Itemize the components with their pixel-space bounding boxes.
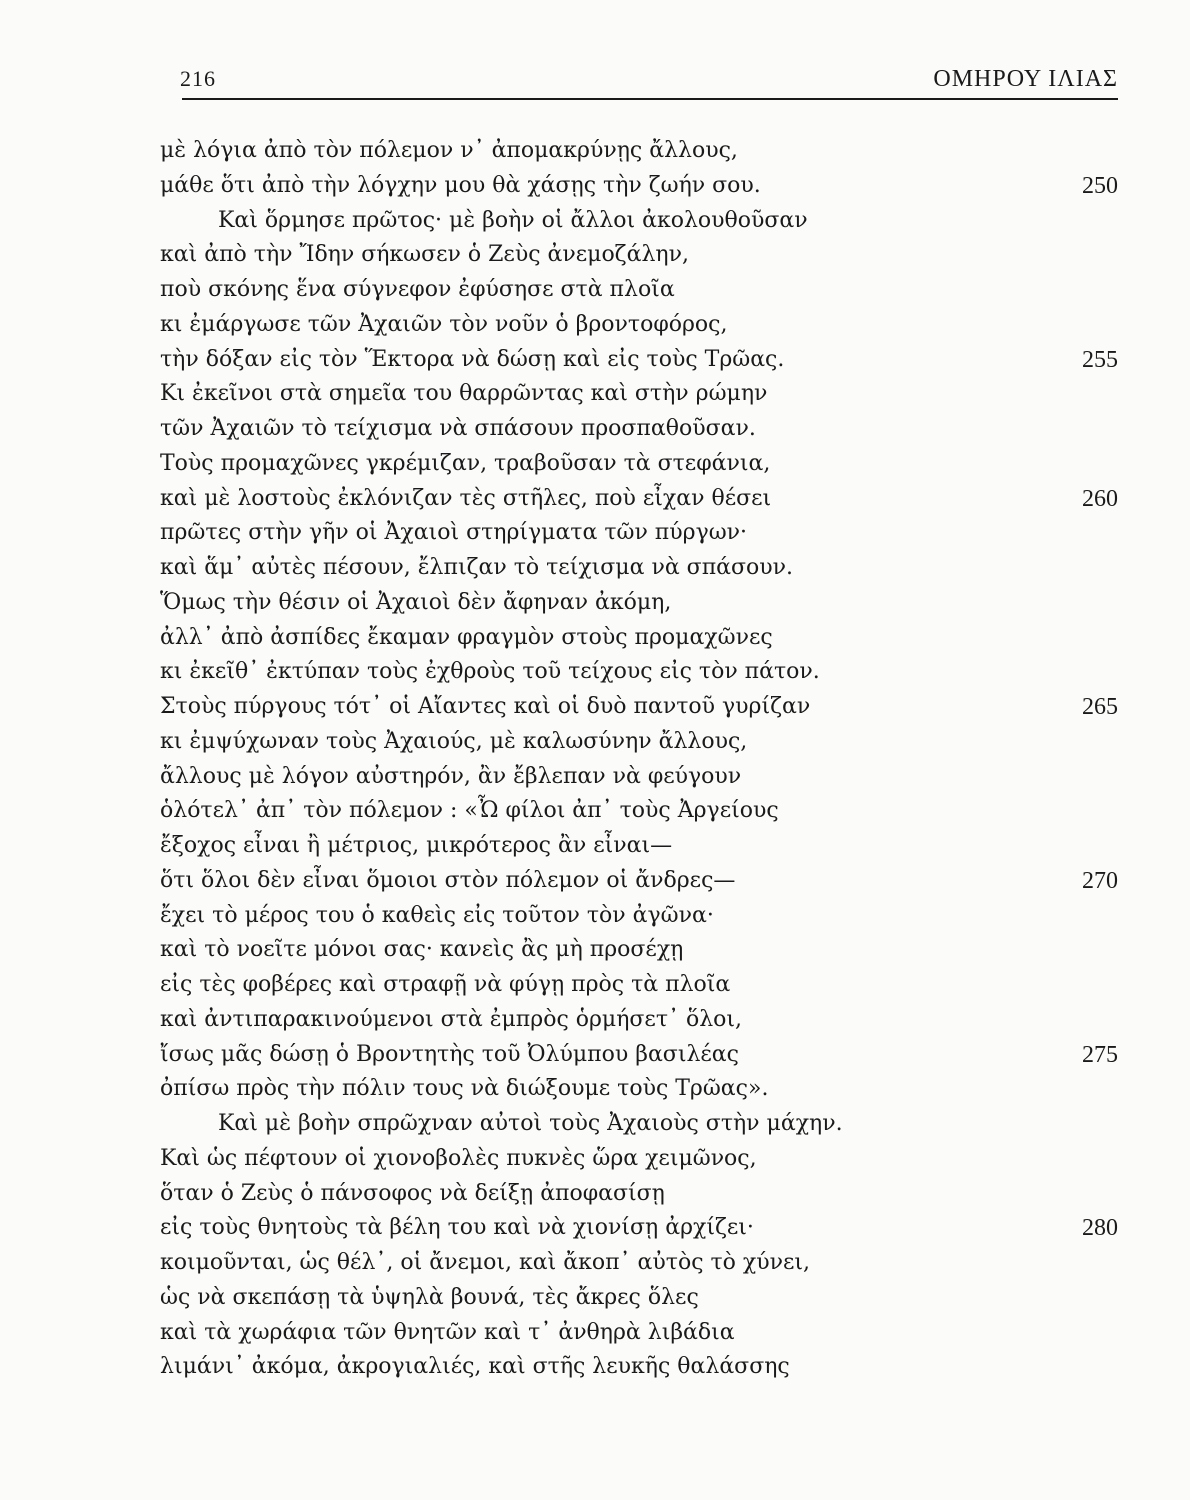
- verse-list: [160, 134, 1120, 1385]
- verse-text: Καὶ ὡς πέφτουν οἱ χιονοβολὲς πυκνὲς ὥρα χειμῶνος,: [160, 1145, 757, 1171]
- verse-text: καὶ ἀπὸ τὴν Ἴδην σήκωσεν ὁ Ζεὺς ἀνεμοζάλην,: [160, 242, 689, 268]
- verse-text: ὁλότελ᾽ ἀπ᾽ τὸν πόλεμον : «Ὦ φίλοι ἀπ᾽ τοὺς Ἀργείους: [160, 798, 779, 824]
- verse-text: καὶ ἅμ᾽ αὐτὲς πέσουν, ἔλπιζαν τὸ τείχισμα νὰ σπάσουν.: [160, 555, 794, 580]
- verse-line: [160, 760, 1120, 795]
- running-title: ΟΜΗΡΟΥ ΙΛΙΑΣ: [933, 66, 1118, 92]
- verse-text: εἰς τὲς φοβέρες καὶ στραφῇ νὰ φύγῃ πρὸς τὰ πλοῖα: [160, 972, 731, 997]
- verse-line: [160, 343, 1120, 378]
- verse-line: [160, 1246, 1120, 1281]
- verse-text: ὅτι ὅλοι δὲν εἶναι ὅμοιοι στὸν πόλεμον οἱ ἄνδρες—: [160, 867, 736, 893]
- verse-text: ἔξοχος εἶναι ἢ μέτριος, μικρότερος ἂν εἶναι—: [160, 833, 673, 858]
- verse-line: [160, 516, 1120, 551]
- verse-text: ἴσως μᾶς δώσῃ ὁ Βροντητὴς τοῦ Ὀλύμπου βασιλέας: [160, 1041, 739, 1067]
- verse-text: Κι ἐκεῖνοι στὰ σημεῖα του θαρρῶντας καὶ στὴν ρώμην: [160, 381, 768, 407]
- verse-text: κι ἐμάργωσε τῶν Ἀχαιῶν τὸν νοῦν ὁ βροντοφόρος,: [160, 311, 728, 337]
- verse-text: κι ἐκεῖθ᾽ ἐκτύπαν τοὺς ἐχθροὺς τοῦ τείχους εἰς τὸν πάτον.: [160, 659, 820, 685]
- verse-text: κοιμοῦνται, ὡς θέλ᾽, οἱ ἄνεμοι, καὶ ἄκοπ᾽ αὐτὸς τὸ χύνει,: [160, 1250, 811, 1275]
- verse-line: [160, 308, 1120, 343]
- verse-text: Τοὺς προμαχῶνες γκρέμιζαν, τραβοῦσαν τὰ στεφάνια,: [160, 450, 771, 476]
- verse-text: ἔχει τὸ μέρος του ὁ καθεὶς εἰς τοῦτον τὸν ἀγῶνα·: [160, 902, 714, 928]
- line-number: 280: [1082, 1215, 1118, 1242]
- verse-line: [160, 238, 1120, 273]
- verse-line: [160, 169, 1120, 204]
- line-number: 260: [1082, 485, 1118, 512]
- line-number: 275: [1082, 1041, 1118, 1068]
- verse-line: [160, 1281, 1120, 1316]
- verse-text: καὶ μὲ λοστοὺς ἐκλόνιζαν τὲς στῆλες, ποὺ εἶχαν θέσει: [160, 485, 772, 511]
- verse-text: λιμάνι᾽ ἀκόμα, ἀκρογιαλιές, καὶ στῆς λευκῆς θαλάσσης: [160, 1354, 790, 1380]
- verse-line: [160, 1107, 1120, 1142]
- verse-line: [160, 621, 1120, 656]
- verse-line: [160, 725, 1120, 760]
- verse-text: πρῶτες στὴν γῆν οἱ Ἀχαιοὶ στηρίγματα τῶν πύργων·: [160, 520, 748, 546]
- verse-line: [160, 273, 1120, 308]
- verse-line: [160, 655, 1120, 690]
- verse-text: καὶ τὰ χωράφια τῶν θνητῶν καὶ τ᾽ ἀνθηρὰ λιβάδια: [160, 1319, 735, 1345]
- page-number: 216: [180, 66, 216, 91]
- verse-text: τὴν δόξαν εἰς τὸν Ἕκτορα νὰ δώσῃ καὶ εἰς τοὺς Τρῶας.: [160, 346, 785, 372]
- verse-line: [160, 794, 1120, 829]
- verse-line: [160, 690, 1120, 725]
- line-number: 265: [1082, 694, 1118, 720]
- verse-line: [160, 204, 1120, 239]
- verse-text: μάθε ὅτι ἀπὸ τὴν λόγχην μου θὰ χάσῃς τὴν ζωήν σου.: [160, 172, 761, 198]
- verse-text: κι ἐμψύχωναν τοὺς Ἀχαιούς, μὲ καλωσύνην ἄλλους,: [160, 728, 748, 754]
- verse-text: καὶ τὸ νοεῖτε μόνοι σας· κανεὶς ἂς μὴ προσέχῃ: [160, 937, 684, 963]
- verse-line: [160, 1003, 1120, 1038]
- verse-text: Ὅμως τὴν θέσιν οἱ Ἀχαιοὶ δὲν ἄφηναν ἀκόμη,: [160, 589, 672, 615]
- verse-text: Στοὺς πύργους τότ᾽ οἱ Αἴαντες καὶ οἱ δυὸ παντοῦ γυρίζαν: [160, 694, 811, 719]
- verse-line: [160, 1177, 1120, 1212]
- verse-line: [160, 1072, 1120, 1107]
- verse-line: [160, 968, 1120, 1003]
- verse-line: [160, 551, 1120, 586]
- verse-line: [160, 1142, 1120, 1177]
- verse-text: ὅταν ὁ Ζεὺς ὁ πάνσοφος νὰ δείξῃ ἀποφασίσῃ: [160, 1180, 665, 1206]
- verse-line: [160, 482, 1120, 517]
- line-number: 250: [1082, 172, 1118, 199]
- line-number: 270: [1082, 867, 1118, 894]
- verse-line: [160, 1038, 1120, 1073]
- verse-text: ὡς νὰ σκεπάσῃ τὰ ὑψηλὰ βουνά, τὲς ἄκρες ὅλες: [160, 1284, 699, 1310]
- verse-line: [160, 1211, 1120, 1246]
- verse-line: [160, 1350, 1120, 1385]
- verse-line: [160, 829, 1120, 864]
- verse-text: καὶ ἀντιπαρακινούμενοι στὰ ἐμπρὸς ὁρμήσετ᾽ ὅλοι,: [160, 1006, 743, 1032]
- verse-text: εἰς τοὺς θνητοὺς τὰ βέλη του καὶ νὰ χιονίσῃ ἀρχίζει·: [160, 1215, 754, 1241]
- verse-text: ἀλλ᾽ ἀπὸ ἀσπίδες ἔκαμαν φραγμὸν στοὺς προμαχῶνες: [160, 624, 773, 650]
- verse-text: μὲ λόγια ἀπὸ τὸν πόλεμον ν᾽ ἀπομακρύνῃς ἄλλους,: [160, 138, 738, 163]
- verse-line: [160, 586, 1120, 621]
- verse-line: [160, 377, 1120, 412]
- line-number: 255: [1082, 346, 1118, 373]
- header-rule: [182, 98, 1118, 100]
- verse-text: τῶν Ἀχαιῶν τὸ τείχισμα νὰ σπάσουν προσπαθοῦσαν.: [160, 416, 756, 441]
- verse-text: Καὶ μὲ βοὴν σπρῶχναν αὐτοὶ τοὺς Ἀχαιοὺς στὴν μάχην.: [218, 1111, 843, 1136]
- verse-text: Καὶ ὅρμησε πρῶτος· μὲ βοὴν οἱ ἄλλοι ἀκολουθοῦσαν: [218, 207, 808, 233]
- verse-text: ἄλλους μὲ λόγον αὐστηρόν, ἂν ἔβλεπαν νὰ φεύγουν: [160, 763, 742, 789]
- verse-line: [160, 933, 1120, 968]
- verse-text: ὀπίσω πρὸς τὴν πόλιν τους νὰ διώξουμε τοὺς Τρῶας».: [160, 1076, 769, 1102]
- verse-line: [160, 899, 1120, 934]
- page-header: [180, 60, 1118, 100]
- verse-line: [160, 447, 1120, 482]
- verse-line: [160, 134, 1120, 169]
- verse-line: [160, 1316, 1120, 1351]
- verse-text: ποὺ σκόνης ἕνα σύγνεφον ἐφύσησε στὰ πλοῖα: [160, 277, 675, 302]
- verse-line: [160, 864, 1120, 899]
- verse-line: [160, 412, 1120, 447]
